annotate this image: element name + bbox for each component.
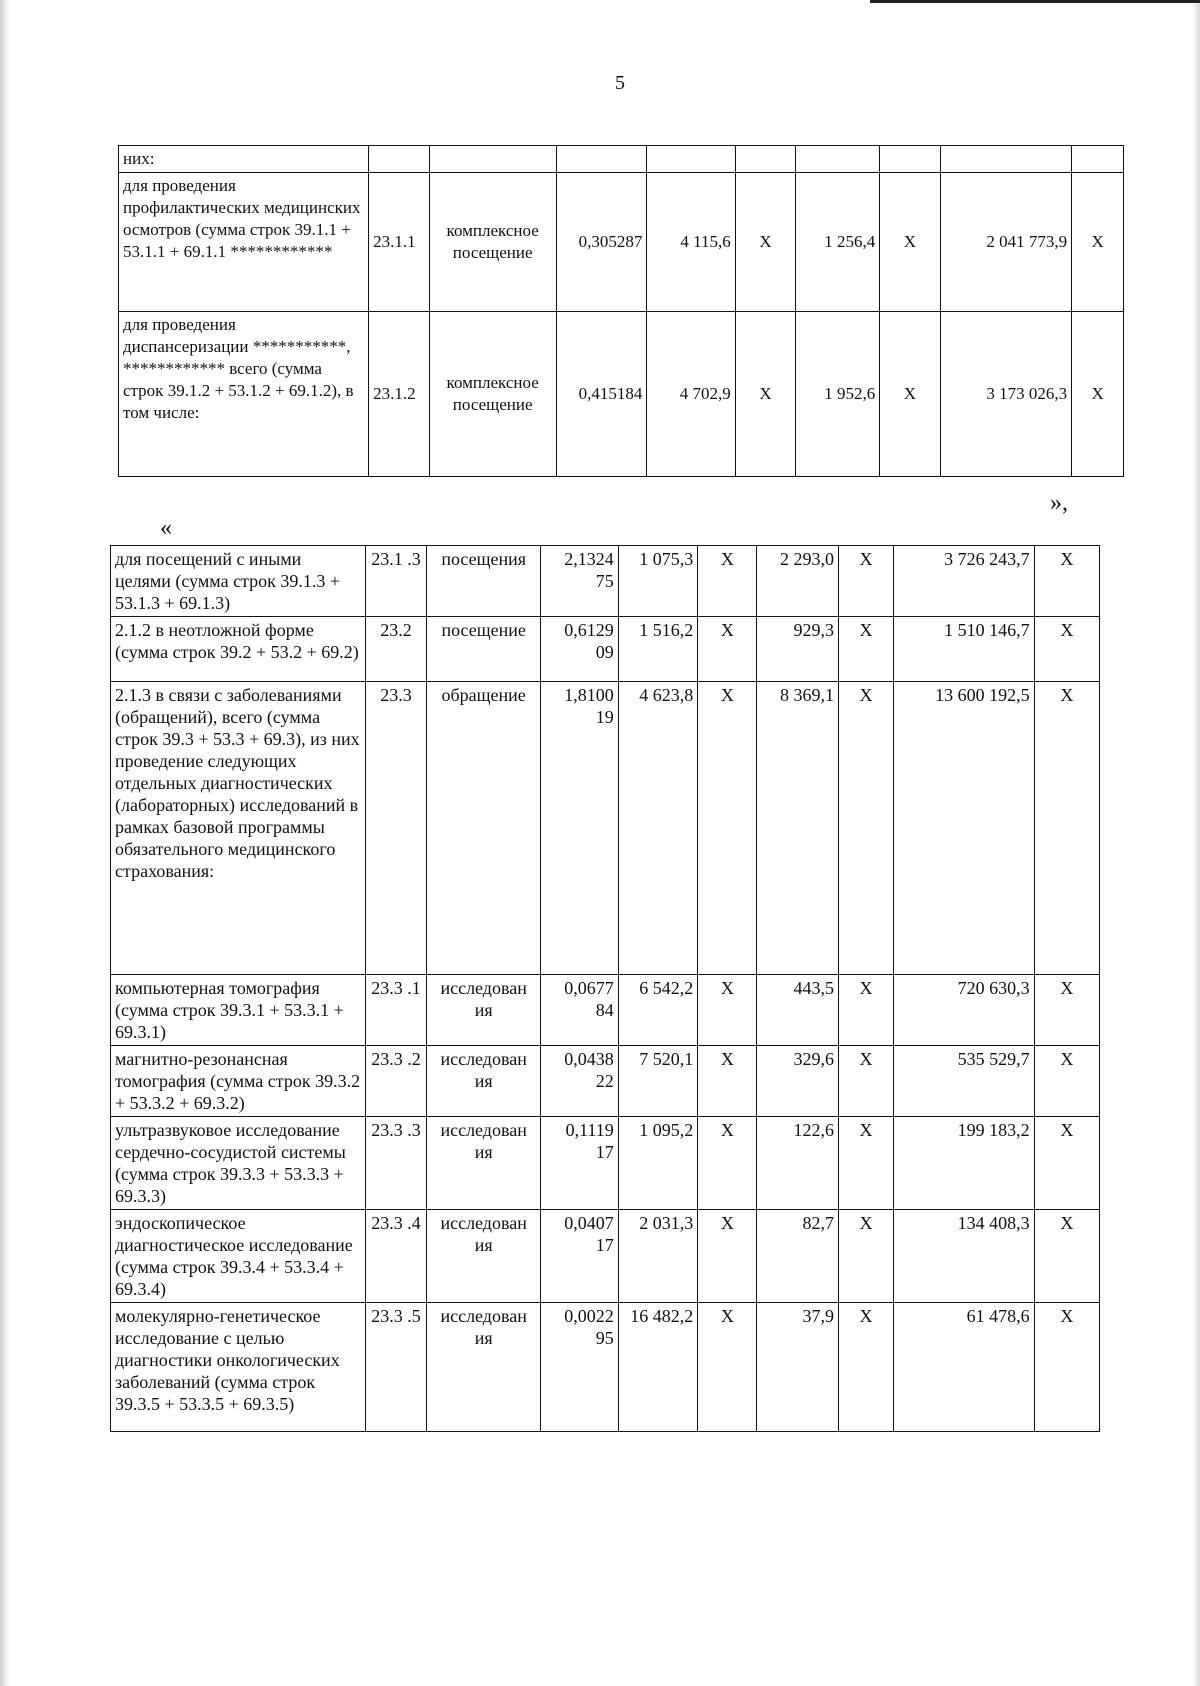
row-x: Х [838, 617, 893, 682]
row-code: 23.1.1 [369, 173, 429, 312]
row-x: Х [1034, 546, 1099, 617]
row-total: 13 600 192,5 [893, 682, 1034, 975]
row-x: Х [880, 173, 940, 312]
row-label: эндоскопическое диагностическое исследование (сумма строк 39.3.4 + 53.3.4 + 69.3.4) [111, 1210, 366, 1303]
table-row [111, 1303, 1100, 1432]
row-label: для проведения профилактических медицинских осмотров (сумма строк 39.1.1 + 53.1.1 + 69.1.1 ************ [119, 173, 369, 312]
row-norm: 0,0407 17 [541, 1210, 618, 1303]
row-cost: 16 482,2 [618, 1303, 698, 1432]
row-cost: 1 516,2 [618, 617, 698, 682]
row-label: для посещений с иными целями (сумма строк 39.1.3 + 53.1.3 + 69.1.3) [111, 546, 366, 617]
row-x: Х [1034, 1117, 1099, 1210]
row-norm: 0,1119 17 [541, 1117, 618, 1210]
row-unit: посещение [427, 617, 541, 682]
row-norm: 0,0022 95 [541, 1303, 618, 1432]
row-x: Х [1034, 682, 1099, 975]
row-x: Х [1034, 1046, 1099, 1117]
row-x: Х [698, 1046, 757, 1117]
row-cost: 4 623,8 [618, 682, 698, 975]
row-per-capita: 329,6 [757, 1046, 839, 1117]
row-x: Х [1034, 975, 1099, 1046]
row-x: Х [838, 682, 893, 975]
table-row [111, 1117, 1100, 1210]
row-code: 23.3 .2 [365, 1046, 426, 1117]
row-total: 3 173 026,3 [940, 312, 1072, 477]
row-x: Х [838, 1303, 893, 1432]
row-per-capita: 1 256,4 [796, 173, 880, 312]
row-unit: исследован ия [427, 1303, 541, 1432]
row-code: 23.1 .3 [365, 546, 426, 617]
row-x: Х [698, 1117, 757, 1210]
row-total: 3 726 243,7 [893, 546, 1034, 617]
row-label: 2.1.2 в неотложной форме (сумма строк 39.2 + 53.2 + 69.2) [111, 617, 366, 682]
row-code: 23.1.2 [369, 312, 429, 477]
closing-quote: », [1050, 490, 1068, 516]
row-x: Х [1034, 1210, 1099, 1303]
row-per-capita: 122,6 [757, 1117, 839, 1210]
row-cost: 7 520,1 [618, 1046, 698, 1117]
row-unit: исследован ия [427, 1117, 541, 1210]
row-code: 23.3 .1 [365, 975, 426, 1046]
row-code: 23.3 [365, 682, 426, 975]
row-x: Х [698, 682, 757, 975]
row-norm: 0,0677 84 [541, 975, 618, 1046]
row-code: 23.3 .3 [365, 1117, 426, 1210]
row-per-capita: 8 369,1 [757, 682, 839, 975]
row-per-capita: 929,3 [757, 617, 839, 682]
row-x: Х [698, 546, 757, 617]
table-row [119, 146, 1124, 173]
row-unit: исследован ия [427, 1210, 541, 1303]
table-row [119, 312, 1124, 477]
scan-edge-right [1192, 0, 1200, 1686]
row-total: 134 408,3 [893, 1210, 1034, 1303]
row-code: 23.3 .5 [365, 1303, 426, 1432]
opening-quote: « [160, 515, 172, 541]
row-x: Х [698, 617, 757, 682]
row-total: 199 183,2 [893, 1117, 1034, 1210]
row-unit: посещения [427, 546, 541, 617]
row-cost: 4 702,9 [647, 312, 735, 477]
row-norm: 0,0438 22 [541, 1046, 618, 1117]
row-norm: 0,415184 [556, 312, 647, 477]
row-x: Х [735, 173, 795, 312]
row-label: для проведения диспансеризации ***********, ************ всего (сумма строк 39.1.2 + 53.1.2 + 69.1.2), в том числе: [119, 312, 369, 477]
table-row [111, 617, 1100, 682]
scan-edge-left [0, 0, 10, 1686]
row-x: Х [838, 1117, 893, 1210]
row-unit: обращение [427, 682, 541, 975]
bottom-table [110, 545, 1100, 1432]
row-per-capita: 82,7 [757, 1210, 839, 1303]
row-cost: 2 031,3 [618, 1210, 698, 1303]
row-label: магнитно-резонансная томография (сумма строк 39.3.2 + 53.3.2 + 69.3.2) [111, 1046, 366, 1117]
row-label: 2.1.3 в связи с заболеваниями (обращений), всего (сумма строк 39.3 + 53.3 + 69.3), из них проведение следующих отдельных диагностических (лабораторных) исследований в рамках базовой программы обязательного медицинского страхования: [111, 682, 366, 975]
page-number: 5 [615, 72, 625, 94]
row-norm: 1,8100 19 [541, 682, 618, 975]
row-total: 1 510 146,7 [893, 617, 1034, 682]
row-per-capita: 1 952,6 [796, 312, 880, 477]
row-x: Х [838, 546, 893, 617]
row-norm: 0,6129 09 [541, 617, 618, 682]
row-x: Х [1072, 312, 1124, 477]
row-code: 23.2 [365, 617, 426, 682]
row-cost: 4 115,6 [647, 173, 735, 312]
row-x: Х [698, 975, 757, 1046]
row-per-capita: 2 293,0 [757, 546, 839, 617]
row-per-capita: 443,5 [757, 975, 839, 1046]
row-x: Х [838, 1210, 893, 1303]
row-total: 720 630,3 [893, 975, 1034, 1046]
row-per-capita: 37,9 [757, 1303, 839, 1432]
row-unit: комплексное посещение [429, 312, 556, 477]
row-total: 61 478,6 [893, 1303, 1034, 1432]
row-x: Х [880, 312, 940, 477]
row-unit: комплексное посещение [429, 173, 556, 312]
row-cost: 1 075,3 [618, 546, 698, 617]
row-norm: 2,1324 75 [541, 546, 618, 617]
table-row [111, 546, 1100, 617]
row-total: 2 041 773,9 [940, 173, 1072, 312]
row-label: молекулярно-генетическое исследование с целью диагностики онкологических заболеваний (сумма строк 39.3.5 + 53.3.5 + 69.3.5) [111, 1303, 366, 1432]
row-unit: исследован ия [427, 975, 541, 1046]
row-x: Х [1034, 1303, 1099, 1432]
scan-edge-top [870, 0, 1200, 3]
row-label: ультразвуковое исследование сердечно-сосудистой системы (сумма строк 39.3.3 + 53.3.3 + 69.3.3) [111, 1117, 366, 1210]
row-x: Х [735, 312, 795, 477]
row-x: Х [1072, 173, 1124, 312]
row-unit: исследован ия [427, 1046, 541, 1117]
row-x: Х [838, 975, 893, 1046]
row-cost: 1 095,2 [618, 1117, 698, 1210]
row-total: 535 529,7 [893, 1046, 1034, 1117]
row-norm: 0,305287 [556, 173, 647, 312]
row-x: Х [1034, 617, 1099, 682]
table-row [111, 1210, 1100, 1303]
row-x: Х [698, 1210, 757, 1303]
table-row [111, 1046, 1100, 1117]
table-row [119, 173, 1124, 312]
row-cost: 6 542,2 [618, 975, 698, 1046]
table-row [111, 975, 1100, 1046]
row-label: компьютерная томография (сумма строк 39.3.1 + 53.3.1 + 69.3.1) [111, 975, 366, 1046]
table-row [111, 682, 1100, 975]
row-label: них: [119, 146, 369, 173]
top-table [118, 145, 1124, 477]
row-x: Х [698, 1303, 757, 1432]
row-code: 23.3 .4 [365, 1210, 426, 1303]
row-x: Х [838, 1046, 893, 1117]
